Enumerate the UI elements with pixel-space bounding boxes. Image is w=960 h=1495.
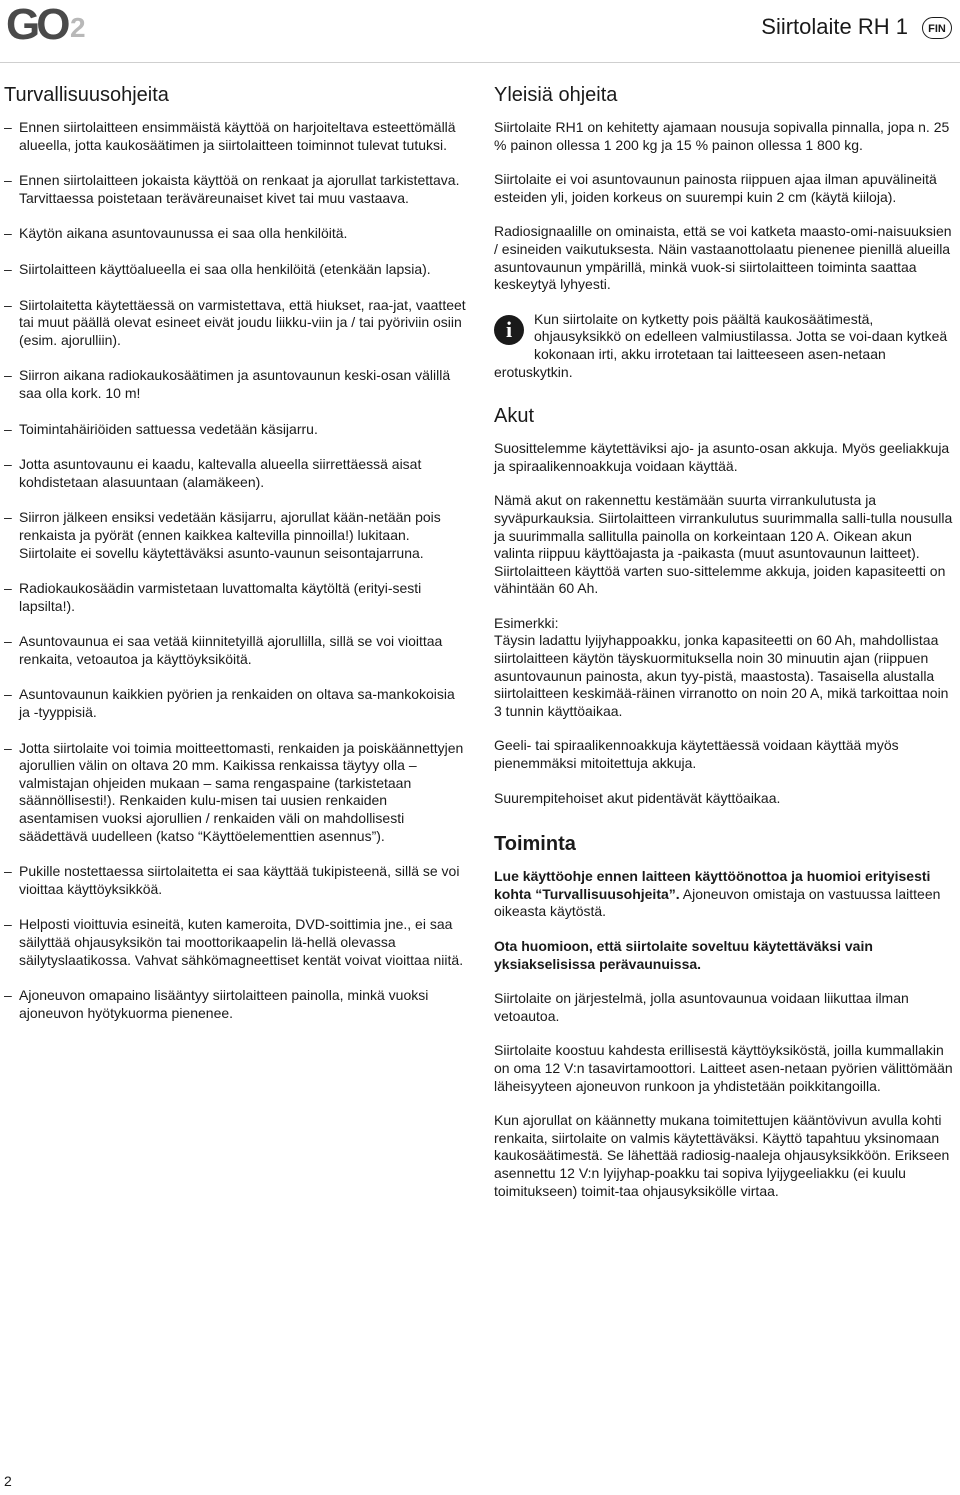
safety-item: [4, 225, 466, 243]
safety-item-text: Toimintahäiriöiden sattuessa vedetään käsijarru.: [19, 420, 318, 437]
safety-heading: Turvallisuusohjeita: [4, 84, 169, 106]
example-label: Esimerkki:: [494, 614, 559, 631]
list-dash: –: [4, 225, 12, 242]
safety-item: [4, 916, 466, 969]
safety-item: [4, 686, 466, 721]
safety-item-text: Ennen siirtolaitteen ensimmäistä käyttöä on harjoiteltava esteettömällä alueella, jotta kaukosäätimen ja siirtolaitteen toiminnot tulevat tutuksi.: [19, 119, 456, 153]
safety-item: [4, 633, 466, 668]
general-paragraph: Radiosignaalille on ominaista, että se voi katketa maasto-omi-naisuuksien / esineiden vaikutuksesta. Näin vastaanottolaatu pienenee pienillä alueilla asuntovaunun ympärillä, minkä vuok-si siirtolaitteen toiminta saattaa keskeytyä lyhyesti.: [494, 223, 952, 293]
safety-item: [4, 863, 466, 898]
safety-item-text: Ennen siirtolaitteen jokaista käyttöä on renkaat ja ajorullat tarkistettava. Tarvittaessa poistetaan teräväreunaiset kivet tai muu vastaava.: [19, 172, 460, 206]
list-dash: –: [4, 739, 12, 756]
safety-item: [4, 297, 466, 350]
operation-paragraph: Kun ajorullat on käännetty mukana toimitettujen kääntövivun avulla kohti renkaita, siirtolaite on valmis käytettäväksi. Käyttö tapahtuu yksinomaan kaukosäätimestä. Se lähettää radiosig-naaleja ohjausyksikköön. Erikseen asennettu 12 V:n lyijyhap-poakku tai sopiva lyijygeeliakku (ei kuulu toimitukseen) toimit-taa ohjausyksikölle virtaa.: [494, 1112, 950, 1199]
list-dash: –: [4, 172, 12, 189]
list-dash: –: [4, 296, 12, 313]
safety-item-text: Helposti vioittuvia esineitä, kuten kameroita, DVD-soittimia jne., ei saa säilyttää ohjausyksikön tai moottorikaapelin lä-hellä olevassa säilytyslaatikossa. Vahvat sähkömagneettiset kentät voivat vioittaa niitä.: [19, 916, 464, 968]
safety-item-text: Jotta siirtolaite voi toimia moitteettomasti, renkaiden ja poiskäännettyjen ajorullien välin on oltava 20 mm. Kaikissa renkaissa täytyy olla – valmistajan ohjeiden mukaan – sama rengaspaine (tarkistetaan säännöllisesti!). Renkaiden kulu-misen tai uusien renkaiden asentamisen vuoksi ajorullien / renkaiden väli on mahdollisesti säädettävä uudelleen (katso “Käyttöelementtien asennus”).: [19, 739, 464, 844]
safety-item-text: Siirron jälkeen ensiksi vedetään käsijarru, ajorullat kään-netään pois renkaista ja pyörät (ennen kaikkea kaltevilla pinnoilla!) lukitaan. Siirtolaite ei sovellu käytettäväksi asunto-vaunun seisontajarruna.: [19, 509, 441, 561]
safety-item-text: Siirron aikana radiokaukosäätimen ja asuntovaunun keski-osan välillä saa olla kork. 10 m!: [19, 367, 451, 401]
info-note: [494, 311, 956, 381]
safety-item-text: Asuntovaunua ei saa vetää kiinnitetyillä ajorullilla, sillä se voi vioittaa renkaita, vetoautoa ja käyttöyksiköitä.: [19, 633, 443, 667]
operation-warning: Ota huomioon, että siirtolaite soveltuu käytettäväksi vain yksiakselisissa perävaunuissa.: [494, 938, 873, 972]
logo-sub: 2: [70, 12, 86, 43]
safety-item: [4, 509, 466, 562]
safety-item-text: Jotta asuntovaunu ei kaadu, kaltevalla alueella siirrettäessä aisat kohdistetaan alasuuntaan (alamäkeen).: [19, 456, 422, 490]
right-column: [494, 84, 956, 1217]
language-badge: FIN: [922, 17, 952, 39]
list-dash: –: [4, 987, 12, 1004]
operation-paragraph: Siirtolaite koostuu kahdesta erillisestä käyttöyksiköstä, joilla kummallakin on oma 12 V:n tasavirtamoottori. Laitteet asen-netaan pyörien välittömään läheisyyteen ajoneuvon runkoon ja yhdistetään poikkitangoilla.: [494, 1042, 953, 1094]
general-paragraph: Siirtolaite ei voi asuntovaunun painosta riippuen ajaa ilman apuvälineitä esteiden yli, joiden korkeus on suurempi kuin 2 cm (käytä kiiloja).: [494, 171, 937, 205]
safety-item: [4, 367, 466, 402]
safety-item: [4, 261, 466, 279]
page-header: [0, 0, 960, 62]
list-dash: –: [4, 509, 12, 526]
list-dash: –: [4, 580, 12, 597]
logo-text: GO: [6, 0, 67, 49]
info-text: Kun siirtolaite on kytketty pois päältä kaukosäätimestä, ohjausyksikkö on edelleen valmiustilassa. Jotta se voi-daan kytkeä kokonaan irti, akku irrotetaan tai laitteeseen asen-netaan erotuskytkin.: [494, 310, 948, 380]
header-divider: [0, 62, 960, 63]
safety-item: [4, 987, 466, 1022]
batteries-paragraph: Suurempitehoiset akut pidentävät käyttöaikaa.: [494, 789, 781, 806]
operation-emphasis: Lue käyttöohje ennen laitteen käyttöönottoa ja huomioi erityisesti kohta “Turvallisuusohjeita”.: [494, 868, 931, 902]
safety-item-text: Radiokaukosäädin varmistetaan luvattomalta käytöltä (erityi-sesti lapsilta!).: [19, 580, 422, 614]
document-title: Siirtolaite RH 1: [761, 14, 908, 39]
general-heading: Yleisiä ohjeita: [494, 84, 618, 106]
batteries-paragraph: Suosittelemme käytettäviksi ajo- ja asunto-osan akkuja. Myös geeliakkuja ja spiraalikennoakkuja voidaan käyttää.: [494, 440, 950, 474]
operation-heading: Toiminta: [494, 833, 576, 856]
list-dash: –: [4, 916, 12, 933]
safety-list: [4, 119, 466, 1022]
safety-item-text: Siirtolaitteen käyttöalueella ei saa olla henkilöitä (etenkään lapsia).: [19, 260, 431, 277]
operation-paragraph: Siirtolaite on järjestelmä, jolla asuntovaunua voidaan liikuttaa ilman vetoautoa.: [494, 990, 909, 1024]
page-number: 2: [4, 1473, 12, 1489]
list-dash: –: [4, 260, 12, 277]
list-dash: –: [4, 633, 12, 650]
safety-item: [4, 740, 466, 846]
safety-item: [4, 119, 466, 154]
operation-text: Ajoneuvon omistaja on vastuussa laitteen oikeasta käytöstä.: [494, 885, 941, 920]
safety-item-text: Ajoneuvon omapaino lisääntyy siirtolaitteen painolla, minkä vuoksi ajoneuvon hyötykuorma pienenee.: [19, 987, 429, 1021]
safety-item-text: Asuntovaunun kaikkien pyörien ja renkaiden on oltava sa-mankokoisia ja -tyyppisiä.: [19, 686, 455, 721]
operation-paragraph: [494, 868, 956, 921]
list-dash: –: [4, 367, 12, 384]
list-dash: –: [4, 863, 12, 880]
example-text: Täysin ladattu lyijyhappoakku, jonka kapasiteetti on 60 Ah, mahdollistaa siirtolaitteen käytön täyskuormituksella noin 30 minuutin ajan (riippuen asuntovaunun painosta, akun tyy-pistä, maastosta). Tasaisella alustalla siirtolaitteen keskimää-räinen virranotto on noin 20 A, mikä tarkoittaa noin 3 tunnin käyttöaikaa.: [494, 632, 949, 719]
general-paragraph: Siirtolaite RH1 on kehitetty ajamaan nousuja sopivalla pinnalla, jopa n. 25 % painon ollessa 1 200 kg ja 15 % painon ollessa 1 800 kg.: [494, 119, 950, 153]
safety-item-text: Pukille nostettaessa siirtolaitetta ei saa käyttää tukipisteenä, sillä se voi vioittaa käyttöyksikköä.: [19, 863, 460, 897]
list-dash: –: [4, 420, 12, 437]
list-dash: –: [4, 686, 12, 703]
batteries-paragraph: Nämä akut on rakennettu kestämään suurta virrankulutusta ja syväpurkauksia. Siirtolaitteen virrankulutus suurimmalla salli-tulla nousulla ja suurimmalla sallitulla painolla on korkeintaan 120 A. Oikean akun valinta riippuu käyttöajasta ja -paikasta (muut asuntovaunun laitteet). Siirtolaitteen käyttöä varten suo-sittelemme akkuja, joiden kapasiteetti on vähintään 60 Ah.: [494, 492, 953, 597]
safety-item: [4, 421, 466, 439]
safety-item-text: Siirtolaitetta käytettäessä on varmistettava, että hiukset, raa-jat, vaatteet tai muut päällä olevat esineet eivät joudu liikku-viin ja / tai pyöriviin osiin (esim. ajorulliin).: [19, 296, 466, 348]
batteries-heading: Akut: [494, 405, 535, 428]
list-dash: –: [4, 456, 12, 473]
info-icon: i: [494, 315, 524, 345]
safety-item: [4, 456, 466, 491]
list-dash: –: [4, 119, 12, 135]
batteries-paragraph: Geeli- tai spiraalikennoakkuja käytettäessä voidaan käyttää myös pienemmäksi mitoitettuja akkuja.: [494, 737, 899, 772]
safety-item-text: Käytön aikana asuntovaunussa ei saa olla henkilöitä.: [19, 225, 348, 242]
safety-item: [4, 580, 466, 615]
left-column: [4, 84, 466, 1040]
safety-item: [4, 172, 466, 207]
